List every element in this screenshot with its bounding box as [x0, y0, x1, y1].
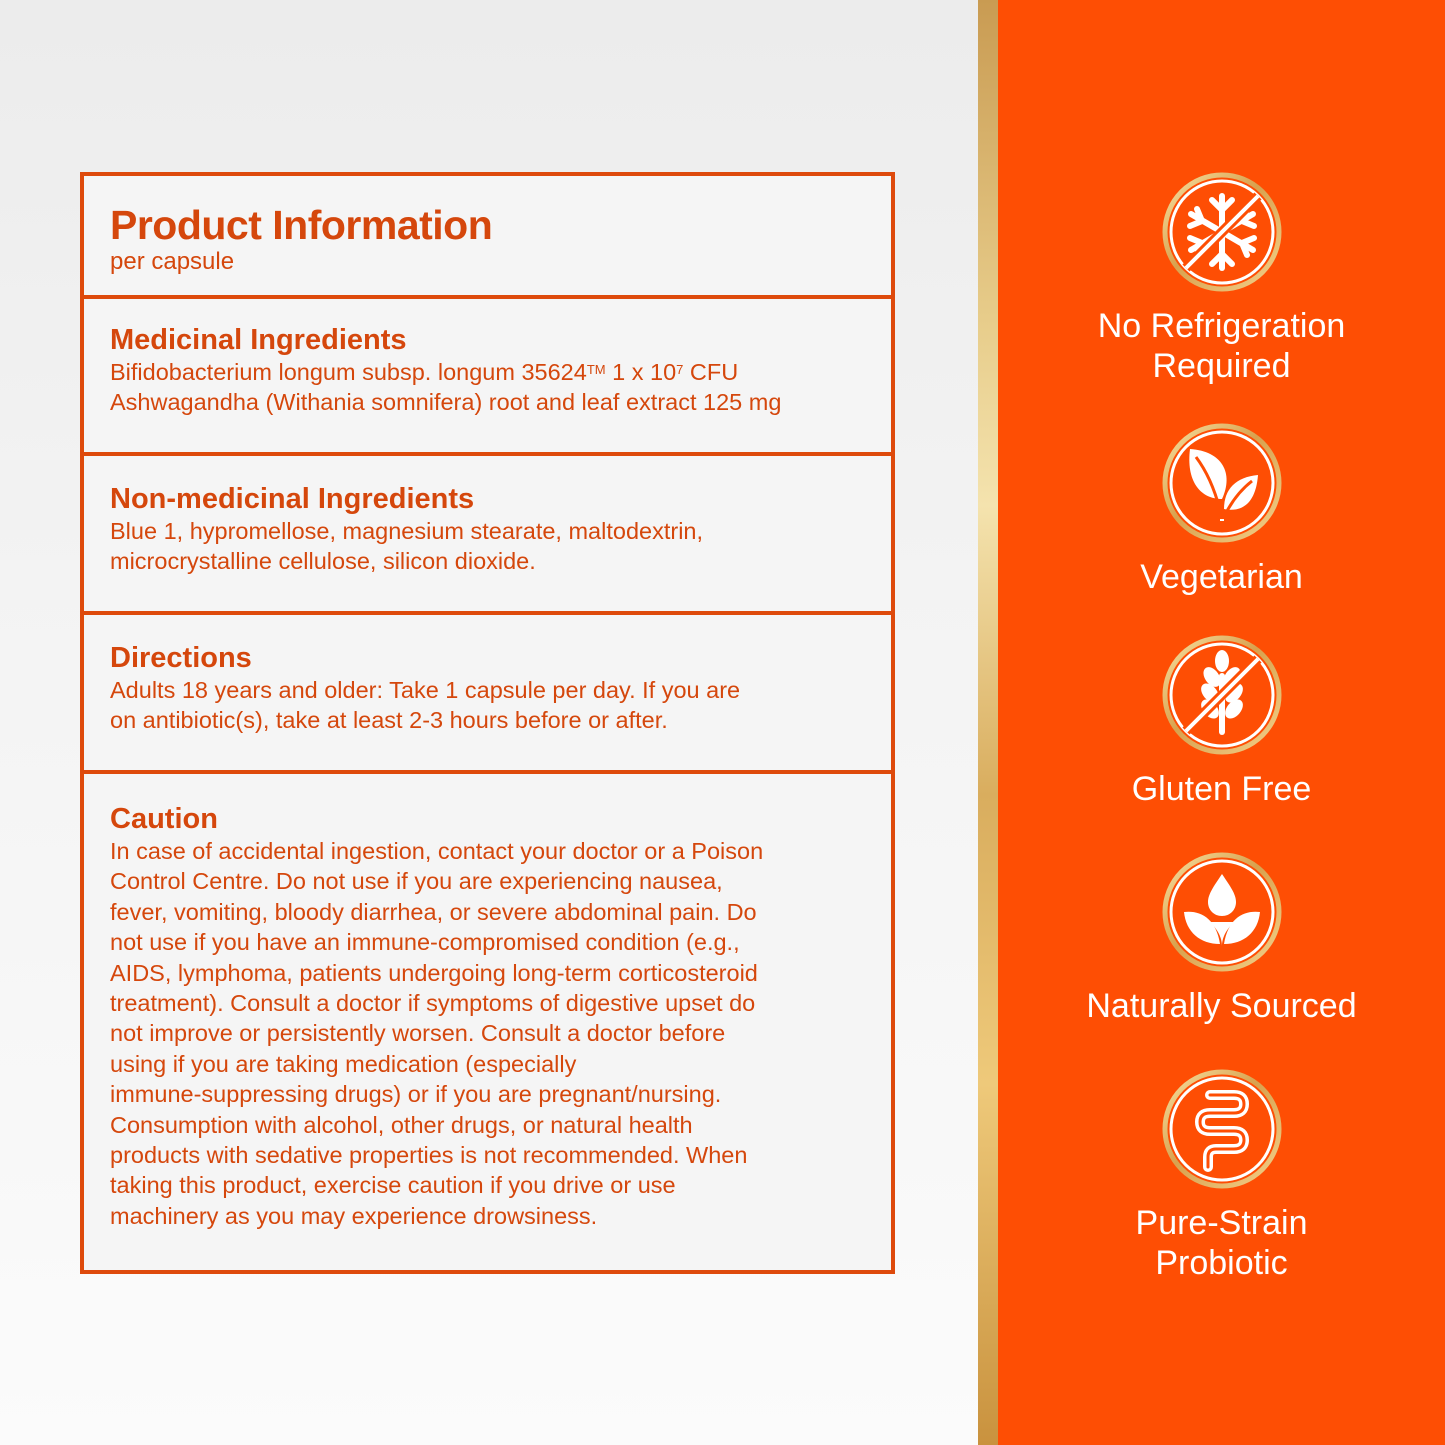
- medicinal-line-1: Bifidobacterium longum subsp. longum 35624™ 1 x $10^7$ CFU: [110, 359, 739, 385]
- badge-label: Required: [1152, 347, 1291, 385]
- caution-line: fever, vomiting, bloody diarrhea, or severe abdominal pain. Do: [110, 898, 757, 925]
- badge-label: Naturally Sourced: [1086, 987, 1357, 1025]
- gold-divider-strip: [978, 0, 998, 1445]
- per-capsule-subtitle: per capsule: [110, 248, 235, 275]
- directions-line: on antibiotic(s), take at least 2-3 hours before or after.: [110, 707, 668, 734]
- caution-line: In case of accidental ingestion, contact your doctor or a Poison: [110, 838, 764, 864]
- caution-line: treatment). Consult a doctor if symptoms of digestive upset do: [110, 990, 756, 1017]
- badge-label: No Refrigeration: [1097, 307, 1346, 345]
- product-information-header: [84, 202, 891, 276]
- medicinal-ingredients-section: [84, 295, 891, 418]
- medicinal-line-2: Ashwagandha (Withania somnifera) root and leaf extract 125 mg: [110, 389, 782, 416]
- badge-vegetarian: [998, 421, 1445, 597]
- caution-line: machinery as you may experience drowsiness.: [110, 1202, 598, 1229]
- features-panel: [998, 0, 1445, 1445]
- caution-line: not improve or persistently worsen. Consult a doctor before: [110, 1020, 726, 1047]
- medicinal-heading: Medicinal Ingredients: [110, 324, 407, 356]
- no-snowflake-icon: [1160, 170, 1284, 294]
- caution-line: using if you are taking medication (especially: [110, 1050, 577, 1077]
- badge-label: Probiotic: [1155, 1244, 1288, 1282]
- intestine-icon: [1160, 1067, 1284, 1191]
- product-information-box: [80, 172, 895, 1274]
- caution-line: taking this product, exercise caution if you drive or use: [110, 1172, 676, 1199]
- non-medicinal-line: Blue 1, hypromellose, magnesium stearate, maltodextrin,: [110, 518, 704, 544]
- badge-label: Pure-Strain: [1135, 1204, 1308, 1242]
- page-title: Product Information: [110, 202, 493, 248]
- badge-no-refrigeration: [998, 170, 1445, 386]
- directions-section: [84, 611, 891, 736]
- caution-line: AIDS, lymphoma, patients undergoing long-term corticosteroid: [110, 959, 758, 986]
- badge-gluten-free: [998, 633, 1445, 809]
- caution-line: products with sedative properties is not recommended. When: [110, 1142, 748, 1169]
- badge-label: Vegetarian: [1140, 558, 1303, 596]
- badge-label: Gluten Free: [1131, 770, 1312, 808]
- drop-sprout-icon: [1160, 850, 1284, 974]
- non-medicinal-line: microcrystalline cellulose, silicon dioxide.: [110, 548, 536, 575]
- caution-line: Control Centre. Do not use if you are experiencing nausea,: [110, 868, 723, 895]
- badge-pure-strain-probiotic: [998, 1067, 1445, 1283]
- badge-naturally-sourced: [998, 850, 1445, 1026]
- non-medicinal-heading: Non-medicinal Ingredients: [110, 483, 475, 515]
- no-wheat-icon: [1160, 633, 1284, 757]
- directions-heading: Directions: [110, 642, 252, 674]
- non-medicinal-ingredients-section: [84, 452, 891, 577]
- leaf-icon: [1160, 421, 1284, 545]
- caution-line: Consumption with alcohol, other drugs, or natural health: [110, 1111, 693, 1138]
- caution-line: immune-suppressing drugs) or if you are pregnant/nursing.: [110, 1081, 722, 1108]
- caution-line: not use if you have an immune-compromised condition (e.g.,: [110, 929, 740, 956]
- caution-section: [84, 770, 891, 1231]
- directions-line: Adults 18 years and older: Take 1 capsule per day. If you are: [110, 677, 741, 703]
- caution-heading: Caution: [110, 803, 218, 835]
